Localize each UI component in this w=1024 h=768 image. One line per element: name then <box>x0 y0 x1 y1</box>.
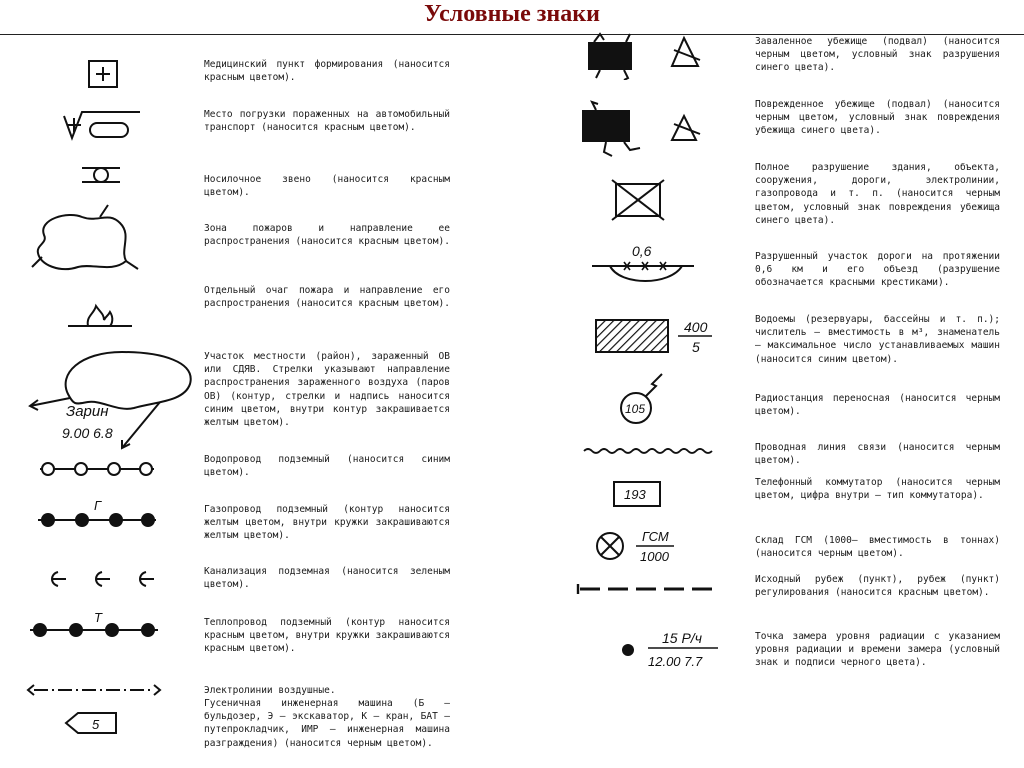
legend-text: Полное разрушение здания, объекта, сооружения, дороги, электролинии, газопровода и т. п. (наносится черным цветом, условный знак повреждения убежища синего цвета). <box>755 162 1000 226</box>
heat-label: Т <box>94 610 102 625</box>
reservoir-vehicles-label: 5 <box>692 339 700 355</box>
engineering-vehicle-icon <box>64 710 120 736</box>
switch-type-label: 193 <box>624 487 646 502</box>
stretcher-unit-icon <box>80 164 122 186</box>
legend-text: Электролинии воздушные. <box>204 685 336 696</box>
legend-text: Заваленное убежище (подвал) (наносится черным цветом, условный знак разрушения синего цвета). <box>755 36 1000 74</box>
fire-zone-icon <box>24 203 142 277</box>
legend-text: Носилочное звено (наносится красным цветом). <box>204 174 450 199</box>
collapsed-shelter-icon <box>580 30 710 80</box>
legend-text: Зона пожаров и направление ее распространения (наносится красным цветом). <box>204 223 450 248</box>
legend-text: Точка замера уровня радиации с указанием уровня радиации и времени замера (условный знак и подписи черного цвета). <box>755 631 1000 669</box>
gas-label: Г <box>94 498 102 513</box>
power-line-icon <box>26 682 162 698</box>
legend-text: Исходный рубеж (пункт), рубеж (пункт) регулирования (наносится красным цветом). <box>755 574 1000 599</box>
legend-text: Телефонный коммутатор (наносится черным цветом, цифра внутри — тип коммутатора). <box>755 477 1000 502</box>
legend-text: Газопровод подземный (контур наносится желтым цветом, внутри кружки закрашиваются желтым цветом). <box>204 504 450 542</box>
legend-text: Участок местности (район), зараженный ОВ или СДЯВ. Стрелки указывают направление распространения зараженного воздуха (паров ОВ) (контур, стрелки и надпись наносится синим цветом, внутри контур закрашивается желтым цветом). <box>204 351 450 429</box>
legend-text: Канализация подземная (наносится зеленым цветом). <box>204 566 450 591</box>
contaminated-area-icon <box>22 344 202 456</box>
portable-radio-icon <box>616 368 668 426</box>
radio-number-label: 105 <box>625 402 646 416</box>
fuel-capacity-label: 1000 <box>640 549 669 564</box>
legend-text: Проводная линия связи (наносится черным цветом). <box>755 442 1000 467</box>
sewer-icon <box>44 568 160 590</box>
radiation-point-icon <box>618 624 722 672</box>
start-line-icon <box>576 580 716 596</box>
slide-header <box>0 0 1024 35</box>
fire-source-icon <box>66 300 136 332</box>
damaged-road-icon <box>590 242 700 290</box>
legend-text: Место погрузки пораженных на автомобильный транспорт (наносится красным цветом). <box>204 109 450 134</box>
water-pipe-icon <box>38 458 158 480</box>
medical-point-icon <box>86 58 122 92</box>
slide-title: Условные знаки <box>424 1 600 27</box>
wire-line-icon <box>582 444 714 458</box>
legend-text: Медицинский пункт формирования (наносится красным цветом). <box>204 59 450 84</box>
reservoir-volume-label: 400 <box>684 319 708 335</box>
legend-text: Гусеничная инженерная машина (Б — бульдозер, Э — экскаватор, К — кран, БАТ — путепрокладчик, ИМР — инженерная машина разграждения) (наносится черным цветом). <box>204 698 450 749</box>
fuel-depot-icon <box>594 526 684 566</box>
agent-name-label: Зарин <box>66 403 109 420</box>
vehicle-number-label: 5 <box>92 717 100 732</box>
reservoir-icon <box>592 316 718 356</box>
legend-text: Радиостанция переносная (наносится черным цветом). <box>755 393 1000 418</box>
fuel-depot-label: ГСМ <box>642 529 669 544</box>
legend-text: Склад ГСМ (1000— вместимость в тоннах) (наносится черным цветом). <box>755 535 1000 560</box>
road-distance-label: 0,6 <box>632 243 652 259</box>
radiation-level-label: 15 Р/ч <box>662 630 702 646</box>
legend-text: Теплопровод подземный (контур наносится красным цветом, внутри кружки закрашиваются красным цветом). <box>204 617 450 655</box>
heat-pipe-icon <box>28 608 162 644</box>
destroyed-building-icon <box>610 176 666 222</box>
legend-text: Отдельный очаг пожара и направление его распространения (наносится красным цветом). <box>204 285 450 310</box>
agent-time-label: 9.00 6.8 <box>62 425 113 441</box>
phone-switch-icon <box>612 480 664 510</box>
legend-text: Водопровод подземный (наносится синим цветом). <box>204 454 450 479</box>
damaged-shelter-icon <box>576 100 710 160</box>
legend-text: Водоемы (резервуары, бассейны и т. п.); числитель — вместимость в м³, знаменатель — максимальное число устанавливаемых машин (наносится синим цветом). <box>755 314 1000 365</box>
gas-pipe-icon <box>36 496 160 532</box>
legend-text: Поврежденное убежище (подвал) (наносится черным цветом, условный знак повреждения убежища синего цвета). <box>755 99 1000 137</box>
casualty-loading-icon <box>60 108 142 144</box>
radiation-time-label: 12.00 7.7 <box>648 654 703 669</box>
legend-text: Разрушенный участок дороги на протяжении 0,6 км и его объезд (разрушение обозначается красными крестиками). <box>755 251 1000 289</box>
